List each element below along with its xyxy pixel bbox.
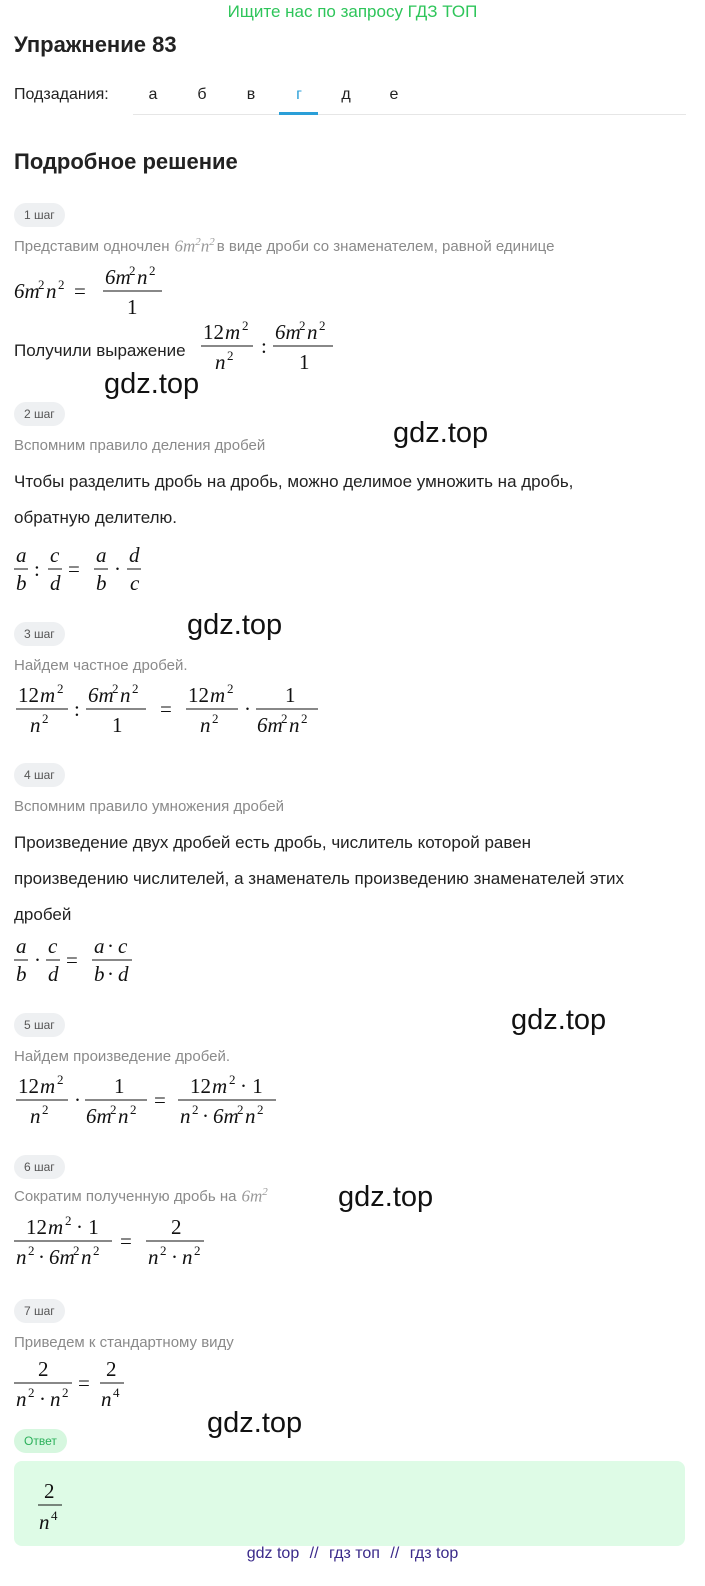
step-5-badge: 5 шаг — [14, 1013, 65, 1037]
svg-text:2: 2 — [229, 1072, 236, 1087]
svg-text:1: 1 — [127, 295, 138, 318]
svg-text:=: = — [74, 279, 86, 303]
svg-text:·: · — [171, 1245, 178, 1269]
svg-text:c: c — [130, 571, 140, 595]
svg-text:n: n — [46, 279, 57, 303]
svg-text:· 1: · 1 — [76, 1215, 99, 1239]
svg-text:6m: 6m — [49, 1245, 75, 1269]
svg-text:c: c — [118, 934, 128, 958]
step-2-hint: Вспомним правило деления дробей — [14, 437, 266, 454]
subtasks-label: Подзадания: — [14, 86, 109, 103]
svg-text:n: n — [16, 1387, 27, 1411]
svg-text:=: = — [66, 948, 78, 972]
svg-text:2: 2 — [212, 711, 219, 726]
tab-g[interactable]: г — [296, 86, 302, 103]
step-6-formula — [14, 1213, 244, 1271]
svg-text:2: 2 — [301, 711, 308, 726]
svg-text:2: 2 — [42, 1102, 49, 1117]
svg-text:n: n — [30, 713, 41, 737]
step-1-hint — [14, 236, 554, 257]
svg-text:1: 1 — [112, 713, 123, 737]
step-1-formula-svg — [14, 263, 234, 318]
svg-text:2: 2 — [192, 1102, 199, 1117]
svg-text:2: 2 — [319, 318, 326, 333]
step-3-badge: 3 шаг — [14, 622, 65, 646]
svg-text:=: = — [154, 1088, 166, 1112]
step-3-hint: Найдем частное дробей. — [14, 657, 188, 674]
svg-text:a: a — [94, 934, 105, 958]
svg-text:2: 2 — [106, 1357, 117, 1381]
svg-text:2: 2 — [242, 318, 249, 333]
step-5-formula-svg — [14, 1072, 314, 1130]
step-4-formula — [14, 933, 154, 988]
svg-text:2: 2 — [28, 1385, 35, 1400]
footer-link-1[interactable]: gdz top — [246, 1545, 300, 1562]
svg-text:n: n — [289, 713, 300, 737]
step-6-hint-text: Сократим полученную дробь на — [14, 1187, 237, 1205]
top-banner: Ищите нас по запросу ГДЗ ТОП — [227, 2, 478, 21]
step-2-badge: 2 шаг — [14, 402, 65, 426]
footer — [0, 1545, 705, 1563]
svg-text:n: n — [118, 1104, 129, 1128]
watermark-3: gdz.top — [187, 609, 283, 641]
watermark-5: gdz.top — [338, 1181, 434, 1213]
watermark-6: gdz.top — [207, 1407, 303, 1439]
svg-text:1: 1 — [299, 350, 310, 373]
svg-text:2: 2 — [129, 263, 136, 278]
svg-text:d: d — [48, 962, 59, 986]
svg-text:2: 2 — [62, 1385, 69, 1400]
watermark-1: gdz.top — [104, 368, 200, 400]
svg-text:6m: 6m — [14, 279, 40, 303]
svg-text:· 1: · 1 — [240, 1074, 263, 1098]
footer-link-2[interactable]: гдз топ — [329, 1545, 380, 1562]
svg-text:n: n — [148, 1245, 159, 1269]
svg-text:12: 12 — [188, 683, 209, 707]
svg-text:m: m — [40, 683, 56, 707]
svg-text:2: 2 — [28, 1243, 35, 1258]
step-6-badge: 6 шаг — [14, 1155, 65, 1179]
svg-text:b: b — [16, 962, 27, 986]
svg-text:6m: 6m — [213, 1104, 239, 1128]
exercise-title: Упражнение 83 — [14, 32, 177, 57]
svg-text:n: n — [50, 1387, 61, 1411]
step-1-badge: 1 шаг — [14, 203, 65, 227]
step-7-formula-svg — [14, 1355, 154, 1413]
step-1-hint-tail: в виде дроби со знаменателем, равной единице — [216, 237, 555, 255]
svg-text:2: 2 — [58, 277, 65, 292]
svg-text:n: n — [30, 1104, 41, 1128]
svg-text:2: 2 — [257, 1102, 264, 1117]
svg-text:2: 2 — [227, 681, 234, 696]
watermark-2: gdz.top — [393, 417, 489, 449]
svg-text:m: m — [212, 1074, 228, 1098]
step-1-hint-text: Представим одночлен — [14, 237, 170, 255]
svg-text:2: 2 — [42, 711, 49, 726]
step-2-formula — [14, 542, 174, 597]
svg-text:2: 2 — [149, 263, 156, 278]
svg-text:2: 2 — [299, 318, 306, 333]
svg-text:1: 1 — [285, 683, 296, 707]
svg-text:n: n — [307, 320, 318, 344]
svg-text:·: · — [39, 1387, 46, 1411]
svg-text:·: · — [38, 1245, 45, 1269]
svg-text:6m: 6m — [86, 1104, 112, 1128]
watermark-4: gdz.top — [511, 1004, 607, 1036]
active-tab-indicator — [279, 112, 318, 115]
svg-text:b: b — [16, 571, 27, 595]
svg-text:2: 2 — [132, 681, 139, 696]
step-4-formula-svg — [14, 933, 154, 988]
svg-text:n: n — [215, 350, 226, 373]
svg-text:d: d — [129, 543, 140, 567]
svg-text:2: 2 — [38, 277, 45, 292]
svg-text:4: 4 — [113, 1385, 120, 1400]
step-4-badge: 4 шаг — [14, 763, 65, 787]
step-6-formula-svg — [14, 1213, 244, 1271]
step-4-body-line-3: дробей — [14, 905, 72, 924]
svg-text:12: 12 — [18, 1074, 39, 1098]
svg-text:·: · — [74, 1088, 81, 1112]
svg-text:2: 2 — [57, 681, 64, 696]
answer-badge: Ответ — [14, 1429, 67, 1453]
step-7-formula — [14, 1355, 154, 1413]
svg-text:=: = — [120, 1229, 132, 1253]
step-4-body-line-1: Произведение двух дробей есть дробь, числитель которой равен — [14, 833, 532, 852]
svg-text:12: 12 — [190, 1074, 211, 1098]
svg-text:=: = — [78, 1371, 90, 1395]
svg-text:n: n — [200, 713, 211, 737]
svg-text::: : — [261, 334, 267, 358]
step-3-formula-svg — [14, 681, 344, 739]
tab-b[interactable]: б — [197, 86, 207, 103]
svg-text:2: 2 — [73, 1243, 80, 1258]
footer-separator-1: // — [309, 1545, 319, 1562]
svg-text:12: 12 — [203, 320, 224, 344]
step-6-hint — [14, 1186, 268, 1207]
svg-text:·: · — [202, 1104, 209, 1128]
step-1-hint-math: $6m^2n^2$ — [174, 236, 215, 256]
svg-text:2: 2 — [227, 348, 234, 363]
svg-text:2: 2 — [44, 1479, 55, 1503]
svg-text:=: = — [68, 557, 80, 581]
svg-text:12: 12 — [26, 1215, 47, 1239]
svg-text:n: n — [39, 1510, 50, 1534]
svg-text:a: a — [96, 543, 107, 567]
footer-separator-2: // — [390, 1545, 400, 1562]
svg-text:c: c — [50, 543, 60, 567]
svg-text:6m: 6m — [257, 713, 283, 737]
step-3-formula — [14, 681, 344, 739]
svg-text:m: m — [225, 320, 241, 344]
svg-text::: : — [34, 557, 40, 581]
step-1-formula — [14, 263, 234, 318]
svg-text:a: a — [16, 934, 27, 958]
step-6-hint-math: $6m^2$ — [241, 1186, 268, 1206]
tab-v[interactable]: в — [246, 86, 256, 103]
step-7-hint: Приведем к стандартному виду — [14, 1334, 234, 1351]
svg-text:n: n — [180, 1104, 191, 1128]
step-1-expression — [199, 318, 349, 373]
step-4-body-line-2: произведению числителей, а знаменатель произведению знаменателей этих — [14, 869, 625, 888]
svg-text:2: 2 — [237, 1102, 244, 1117]
svg-text:2: 2 — [110, 1102, 117, 1117]
svg-text:n: n — [16, 1245, 27, 1269]
svg-text:m: m — [40, 1074, 56, 1098]
subtasks-divider — [133, 114, 686, 115]
svg-text:·: · — [107, 934, 114, 958]
svg-text:n: n — [137, 265, 148, 289]
svg-text:m: m — [48, 1215, 64, 1239]
step-4-hint: Вспомним правило умножения дробей — [14, 798, 285, 815]
svg-text:2: 2 — [93, 1243, 100, 1258]
svg-text:n: n — [81, 1245, 92, 1269]
answer-box — [14, 1461, 685, 1546]
svg-text:2: 2 — [38, 1357, 49, 1381]
tab-e[interactable]: е — [389, 86, 399, 103]
svg-text:2: 2 — [112, 681, 119, 696]
step-5-hint: Найдем произведение дробей. — [14, 1048, 231, 1065]
svg-text:1: 1 — [114, 1074, 125, 1098]
step-2-formula-svg — [14, 542, 174, 597]
svg-text:=: = — [160, 697, 172, 721]
svg-text:·: · — [244, 697, 251, 721]
svg-text:6m: 6m — [275, 320, 301, 344]
step-2-body-line-1: Чтобы разделить дробь на дробь, можно делимое умножить на дробь, — [14, 472, 574, 491]
svg-text:2: 2 — [281, 711, 288, 726]
svg-text:·: · — [107, 962, 114, 986]
svg-text:2: 2 — [171, 1215, 182, 1239]
svg-text:2: 2 — [65, 1213, 72, 1228]
section-title: Подробное решение — [14, 149, 238, 174]
step-1-expression-svg — [199, 318, 349, 373]
svg-text:n: n — [245, 1104, 256, 1128]
svg-text:b: b — [94, 962, 105, 986]
tab-d[interactable]: д — [341, 86, 351, 103]
answer-formula-svg — [36, 1473, 116, 1553]
svg-text:n: n — [120, 683, 131, 707]
svg-text:4: 4 — [51, 1508, 58, 1523]
step-5-formula — [14, 1072, 314, 1130]
svg-text:d: d — [50, 571, 61, 595]
svg-text:12: 12 — [18, 683, 39, 707]
svg-text:b: b — [96, 571, 107, 595]
step-7-badge: 7 шаг — [14, 1299, 65, 1323]
svg-text:m: m — [210, 683, 226, 707]
svg-text:d: d — [118, 962, 129, 986]
svg-text:2: 2 — [194, 1243, 201, 1258]
svg-text:n: n — [182, 1245, 193, 1269]
svg-text:a: a — [16, 543, 27, 567]
svg-text:6m: 6m — [88, 683, 114, 707]
svg-text:·: · — [114, 557, 121, 581]
svg-text:6m: 6m — [105, 265, 131, 289]
step-1-body: Получили выражение — [14, 341, 186, 360]
step-2-body-line-2: обратную делителю. — [14, 508, 177, 527]
svg-text:c: c — [48, 934, 58, 958]
svg-text::: : — [74, 697, 80, 721]
svg-text:2: 2 — [160, 1243, 167, 1258]
svg-text:2: 2 — [57, 1072, 64, 1087]
svg-text:n: n — [101, 1387, 112, 1411]
footer-link-3[interactable]: гдз top — [409, 1545, 459, 1562]
svg-text:·: · — [34, 948, 41, 972]
svg-text:2: 2 — [130, 1102, 137, 1117]
tab-a[interactable]: а — [148, 86, 158, 103]
